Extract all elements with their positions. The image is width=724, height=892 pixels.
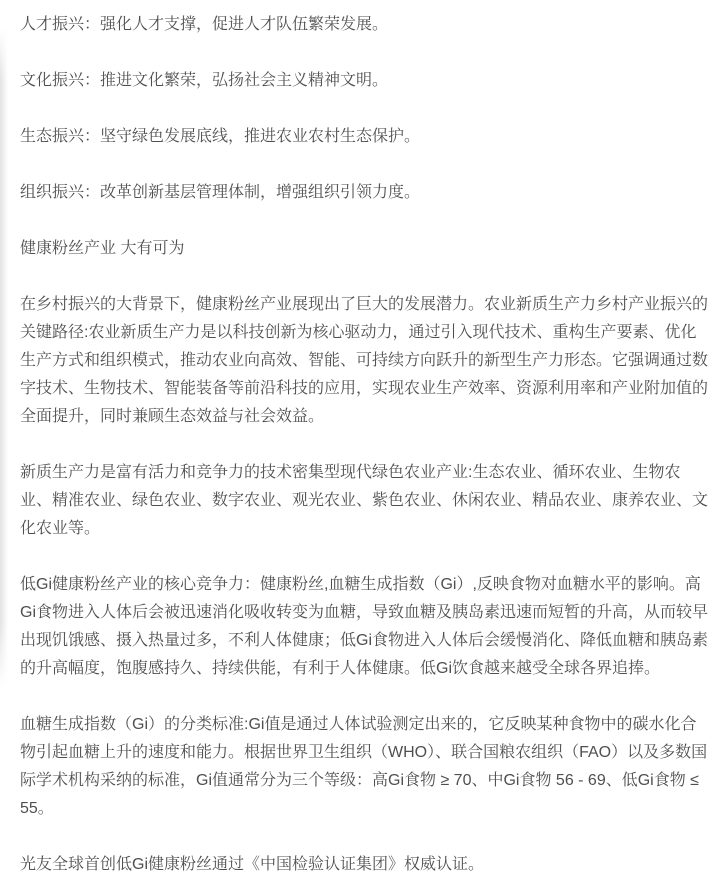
paragraph-talent-revitalization: 人才振兴：强化人才支撑，促进人才队伍繁荣发展。 xyxy=(20,16,389,33)
paragraph-certification: 光友全球首创低Gi健康粉丝通过《中国检验认证集团》权威认证。 xyxy=(20,856,485,873)
paragraph-organization-revitalization: 组织振兴：改革创新基层管理体制，增强组织引领力度。 xyxy=(20,184,421,201)
paragraph-culture-revitalization: 文化振兴：推进文化繁荣，弘扬社会主义精神文明。 xyxy=(20,72,389,89)
paragraph-new-productive-forces: 新质生产力是富有活力和竞争力的技术密集型现代绿色农业产业:生态农业、循环农业、生物农业、精准农业、绿色农业、数字农业、观光农业、紫色农业、休闲农业、精品农业、康养农业、文化农业等。 xyxy=(20,464,709,537)
paragraph-low-gi-core-competitiveness: 低Gi健康粉丝产业的核心竞争力：健康粉丝,血糖生成指数（Gi）,反映食物对血糖水平的影响。高Gi食物进入人体后会被迅速消化吸收转变为血糖，导致血糖及胰岛素迅速而短暂的升高，从而较早出现饥饿感、摄入热量过多，不利人体健康；低Gi食物进入人体后会缓慢消化、降低血糖和胰岛素的升高幅度，饱腹感持久、持续供能，有利于人体健康。低Gi饮食越来越受全球各界追捧。 xyxy=(20,576,709,677)
paragraph-rural-revitalization-background: 在乡村振兴的大背景下，健康粉丝产业展现出了巨大的发展潜力。农业新质生产力乡村产业振兴的关键路径:农业新质生产力是以科技创新为核心驱动力，通过引入现代技术、重构生产要素、优化生产方式和组织模式，推动农业向高效、智能、可持续方向跃升的新型生产力形态。它强调通过数字技术、生物技术、智能装备等前沿科技的应用，实现农业生产效率、资源利用率和产业附加值的全面提升，同时兼顾生态效益与社会效益。 xyxy=(20,296,709,425)
paragraph-gi-classification-standard: 血糖生成指数（Gi）的分类标准:Gi值是通过人体试验测定出来的，它反映某种食物中的碳水化合物引起血糖上升的速度和能力。根据世界卫生组织（WHO）、联合国粮农组织（FAO）以及多数国际学术机构采纳的标准，Gi值通常分为三个等级：高Gi食物 ≥ 70、中Gi食物 56 - 69、低Gi食物 ≤ 55。 xyxy=(20,716,708,817)
section-heading-healthy-vermicelli: 健康粉丝产业 大有可为 xyxy=(20,240,185,257)
paragraph-ecology-revitalization: 生态振兴：坚守绿色发展底线，推进农业农村生态保护。 xyxy=(20,128,421,145)
